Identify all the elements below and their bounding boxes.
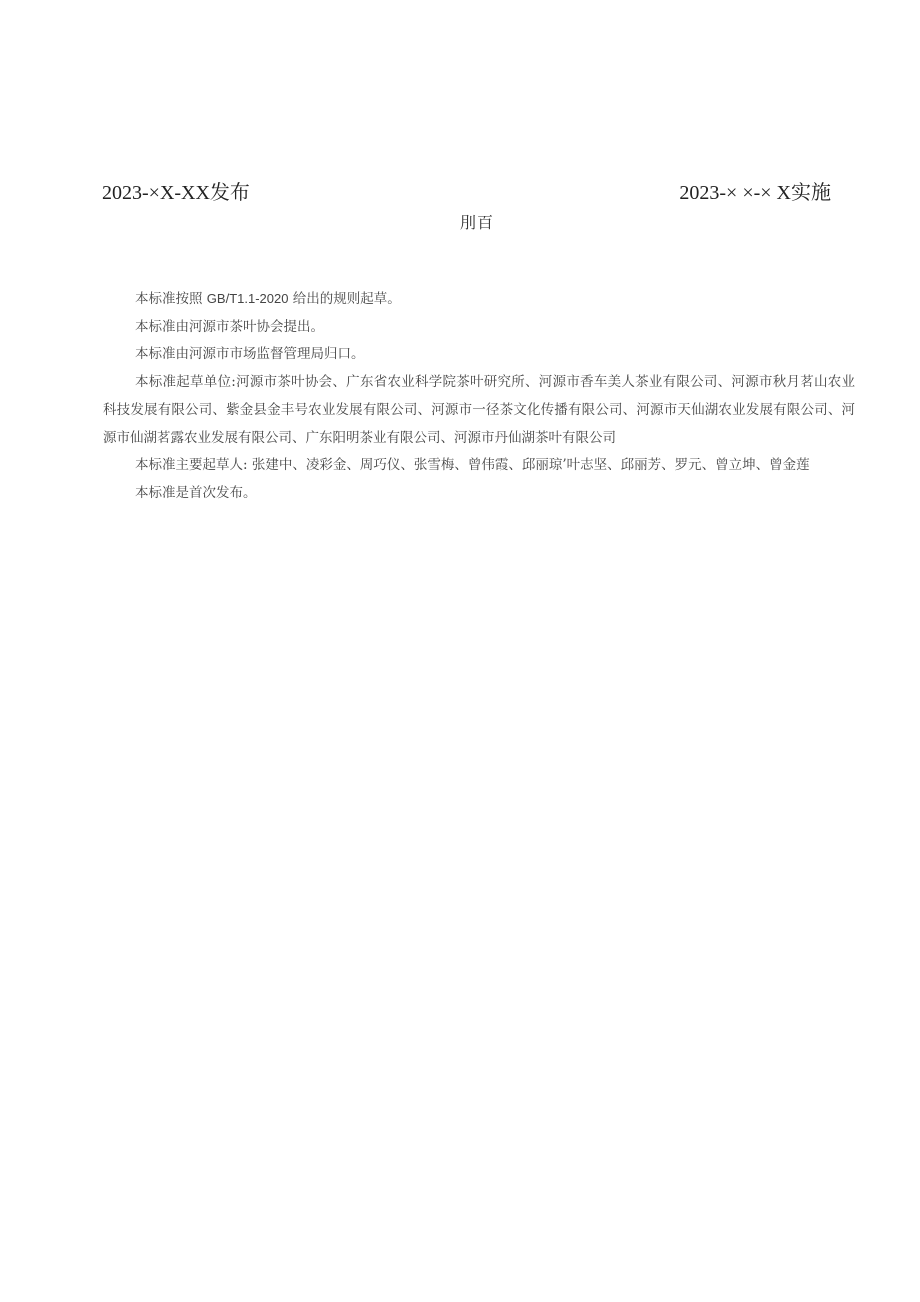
paragraph-drafting-rule [103, 285, 855, 314]
paragraph-first-release: 本标准是首次发布。 [135, 484, 257, 501]
standard-code: GB/T1.1-2020 [206, 291, 289, 306]
paragraph-main-drafters: 本标准主要起草人: 张建中、凌彩金、周巧仪、张雪梅、曾伟霞、邱丽琼’叶志坚、邱丽芳、罗元、曾立坤、曾金莲 [135, 457, 810, 474]
foreword-title: 刖百 [459, 213, 494, 232]
paragraph-proposer: 本标准由河源市茶叶协会提出。 [135, 318, 324, 335]
paragraph-drafting-units: 本标准起草单位:河源市茶叶协会、广东省农业科学院茶叶研究所、河源市香车美人茶业有限公司、河源市秋月茗山农业科技发展有限公司、紫金县金丰号农业发展有限公司、河源市一径茶文化传播有限公司、河源市天仙湖农业发展有限公司、河源市仙湖茗露农业发展有限公司、广东阳明茶业有限公司、河源市丹仙湖茶叶有限公司 [103, 374, 855, 446]
drafting-rule-prefix: 本标准按照 [135, 291, 207, 307]
implement-date: 2023-× ×-× X实施 [679, 182, 831, 204]
drafting-rule-suffix: 给出的规则起草。 [288, 291, 401, 307]
paragraph-administrator: 本标准由河源市市场监督管理局归口。 [135, 346, 365, 363]
foreword-body [103, 285, 855, 508]
publish-date: 2023-×X-XX发布 [102, 182, 250, 204]
